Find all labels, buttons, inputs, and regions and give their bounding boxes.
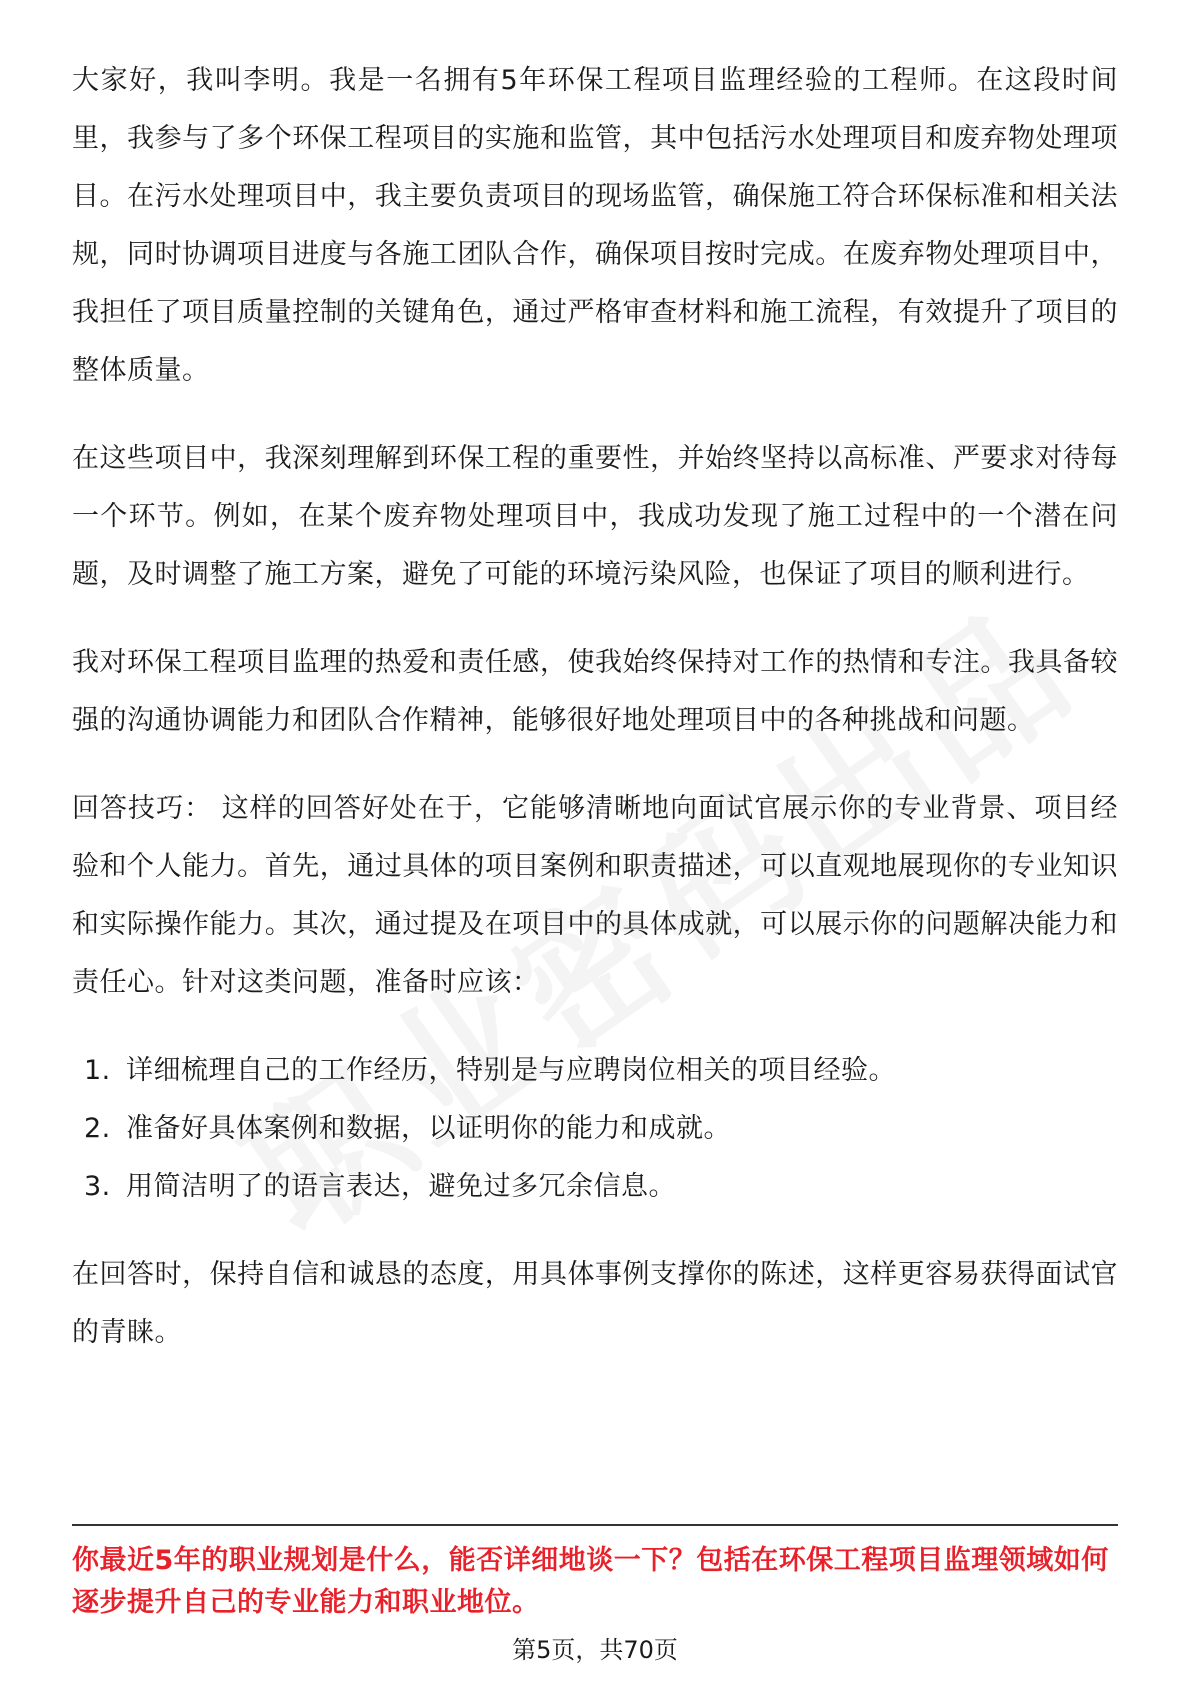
answer-paragraph-3: 我对环保工程项目监理的热爱和责任感，使我始终保持对工作的热情和专注。我具备较强的沟通协调能力和团队合作精神，能够很好地处理项目中的各种挑战和问题。 [72,647,1118,736]
list-item-number: 3. [84,1171,111,1202]
section-divider [72,1524,1118,1526]
list-item [72,1158,1118,1216]
list-item-text: 详细梳理自己的工作经历，特别是与应聘岗位相关的项目经验。 [126,1055,896,1086]
answer-paragraph-1: 大家好，我叫李明。我是一名拥有5年环保工程项目监理经验的工程师。在这段时间里，我参与了多个环保工程项目的实施和监管，其中包括污水处理项目和废弃物处理项目。在污水处理项目中，我主要负责项目的现场监管，确保施工符合环保标准和相关法规，同时协调项目进度与各施工团队合作，确保项目按时完成。在废弃物处理项目中，我担任了项目质量控制的关键角色，通过严格审查材料和施工流程，有效提升了项目的整体质量。 [72,65,1118,386]
list-item-text: 用简洁明了的语言表达，避免过多冗余信息。 [126,1171,676,1202]
answer-paragraph-2: 在这些项目中，我深刻理解到环保工程的重要性，并始终坚持以高标准、严要求对待每一个环节。例如，在某个废弃物处理项目中，我成功发现了施工过程中的一个潜在问题，及时调整了施工方案，避免了可能的环境污染风险，也保证了项目的顺利进行。 [72,443,1118,590]
list-item-text: 准备好具体案例和数据，以证明你的能力和成就。 [126,1113,731,1144]
page-number: 第5页，共70页 [512,1636,678,1664]
list-item [72,1042,1118,1100]
list-item-number: 1. [84,1055,111,1086]
next-question-heading: 你最近5年的职业规划是什么，能否详细地谈一下？包括在环保工程项目监理领域如何逐步提升自己的专业能力和职业地位。 [72,1545,1109,1618]
tips-list [72,1042,1118,1216]
list-item [72,1100,1118,1158]
document-body [72,52,1118,1392]
closing-paragraph: 在回答时，保持自信和诚恳的态度，用具体事例支撑你的陈述，这样更容易获得面试官的青睐。 [72,1259,1118,1348]
list-item-number: 2. [84,1113,111,1144]
answer-tips-paragraph: 回答技巧： 这样的回答好处在于，它能够清晰地向面试官展示你的专业背景、项目经验和个人能力。首先，通过具体的项目案例和职责描述，可以直观地展现你的专业知识和实际操作能力。其次，通过提及在项目中的具体成就，可以展示你的问题解决能力和责任心。针对这类问题，准备时应该： [72,793,1118,998]
